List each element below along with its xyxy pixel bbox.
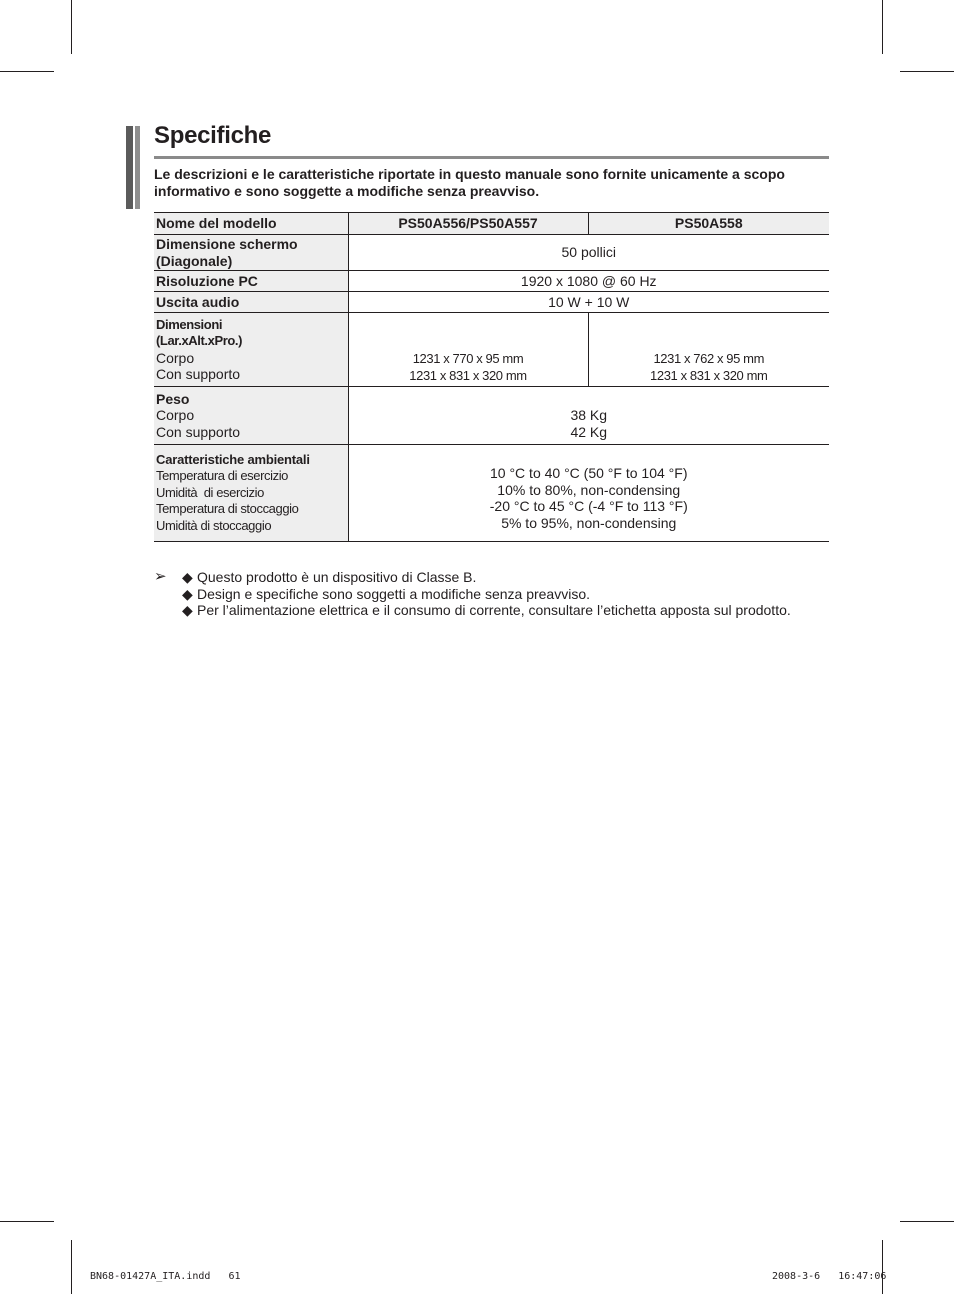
dimensions-label-line1: Dimensioni [156,316,223,332]
table-header-row [154,213,829,235]
weight-sub-stand: Con supporto [156,423,241,440]
footer-date-info: 2008-3-6 16:47:06 [772,1271,887,1282]
diamond-bullet-icon: ◆ [182,569,193,585]
side-bar-light [135,126,140,209]
page-title: Specifiche [154,122,272,149]
dimensions-sub-stand: Con supporto [156,366,241,382]
note-item [182,586,791,603]
screen-label [154,235,348,271]
environment-op-humidity-value: 10% to 80%, non-condensing [497,481,681,498]
note-arrow-icon: ➢ [154,568,167,585]
environment-op-temp-value: 10 °C to 40 °C (50 °F to 104 °F) [490,465,688,481]
environment-value [348,445,829,542]
weight-sub-body: Corpo [156,407,195,424]
table-row-screen [154,235,829,271]
screen-value: 50 pollici [348,235,829,271]
section-side-bars [126,126,142,209]
notes-section [154,569,791,619]
audio-value: 10 W + 10 W [348,292,829,313]
note-item [182,569,791,586]
dimensions-a-body: 1231 x 770 x 95 mm [412,351,524,366]
table-row-environment [154,445,829,542]
note-text: Per l’alimentazione elettrica e il consumo di corrente, consultare l’etichetta apposta sul prodotto. [197,602,791,618]
environment-sub-storage-humidity: Umidità di stoccaggio [156,517,272,533]
dimensions-a-stand: 1231 x 831 x 320 mm [409,367,527,383]
environment-label-title: Caratteristiche ambientali [156,451,310,467]
note-item [182,602,791,619]
environment-sub-op-humidity: Umidità di esercizio [156,484,264,500]
table-row-dimensions [154,313,829,387]
spec-table [154,212,829,542]
resolution-label: Risoluzione PC [154,271,348,292]
side-bar-dark [126,126,133,209]
header-model-a: PS50A556/PS50A557 [348,213,588,235]
table-row-weight [154,387,829,445]
table-row-audio [154,292,829,313]
crop-mark [900,71,954,72]
dimensions-b-body: 1231 x 762 x 95 mm [653,351,765,366]
crop-mark [71,0,72,54]
note-text: Questo prodotto è un dispositivo di Classe B. [197,569,477,585]
dimensions-label [154,313,348,387]
audio-label: Uscita audio [154,292,348,313]
crop-mark [0,71,54,72]
screen-label-line1: Dimensione schermo [156,236,298,252]
weight-value [348,387,829,445]
notes-list [154,569,791,619]
weight-stand-value: 42 Kg [570,423,608,440]
dimensions-model-b [588,313,829,387]
header-label: Nome del modello [154,213,348,235]
footer-file-info: BN68-01427A_ITA.indd 61 [90,1271,241,1282]
diamond-bullet-icon: ◆ [182,602,193,618]
environment-sub-op-temp: Temperatura di esercizio [156,468,289,484]
environment-storage-humidity-value: 5% to 95%, non-condensing [501,514,677,531]
crop-mark [882,0,883,54]
weight-label-title: Peso [156,390,190,407]
crop-mark [882,1240,883,1294]
environment-sub-storage-temp: Temperatura di stoccaggio [156,501,299,517]
note-text: Design e specifiche sono soggetti a modifiche senza preavviso. [197,585,590,602]
crop-mark [900,1221,954,1222]
dimensions-b-stand: 1231 x 831 x 320 mm [650,367,768,383]
weight-label [154,387,348,445]
weight-body-value: 38 Kg [570,407,608,423]
title-underline [154,156,829,159]
table-row-resolution [154,271,829,292]
screen-label-line2: (Diagonale) [156,252,233,269]
dimensions-model-a [348,313,588,387]
resolution-value: 1920 x 1080 @ 60 Hz [348,271,829,292]
crop-mark [71,1240,72,1294]
environment-storage-temp-value: -20 °C to 45 °C (-4 °F to 113 °F) [489,498,688,514]
header-model-b: PS50A558 [588,213,829,235]
diamond-bullet-icon: ◆ [182,585,193,602]
intro-paragraph: Le descrizioni e le caratteristiche riportate in questo manuale sono fornite unicamente a scopo informativo e sono soggette a modifiche senza preavviso. [154,166,785,199]
crop-mark [0,1221,54,1222]
environment-label [154,445,348,542]
dimensions-sub-body: Corpo [156,349,195,366]
dimensions-label-line2: (Lar.xAlt.xPro.) [156,333,243,348]
